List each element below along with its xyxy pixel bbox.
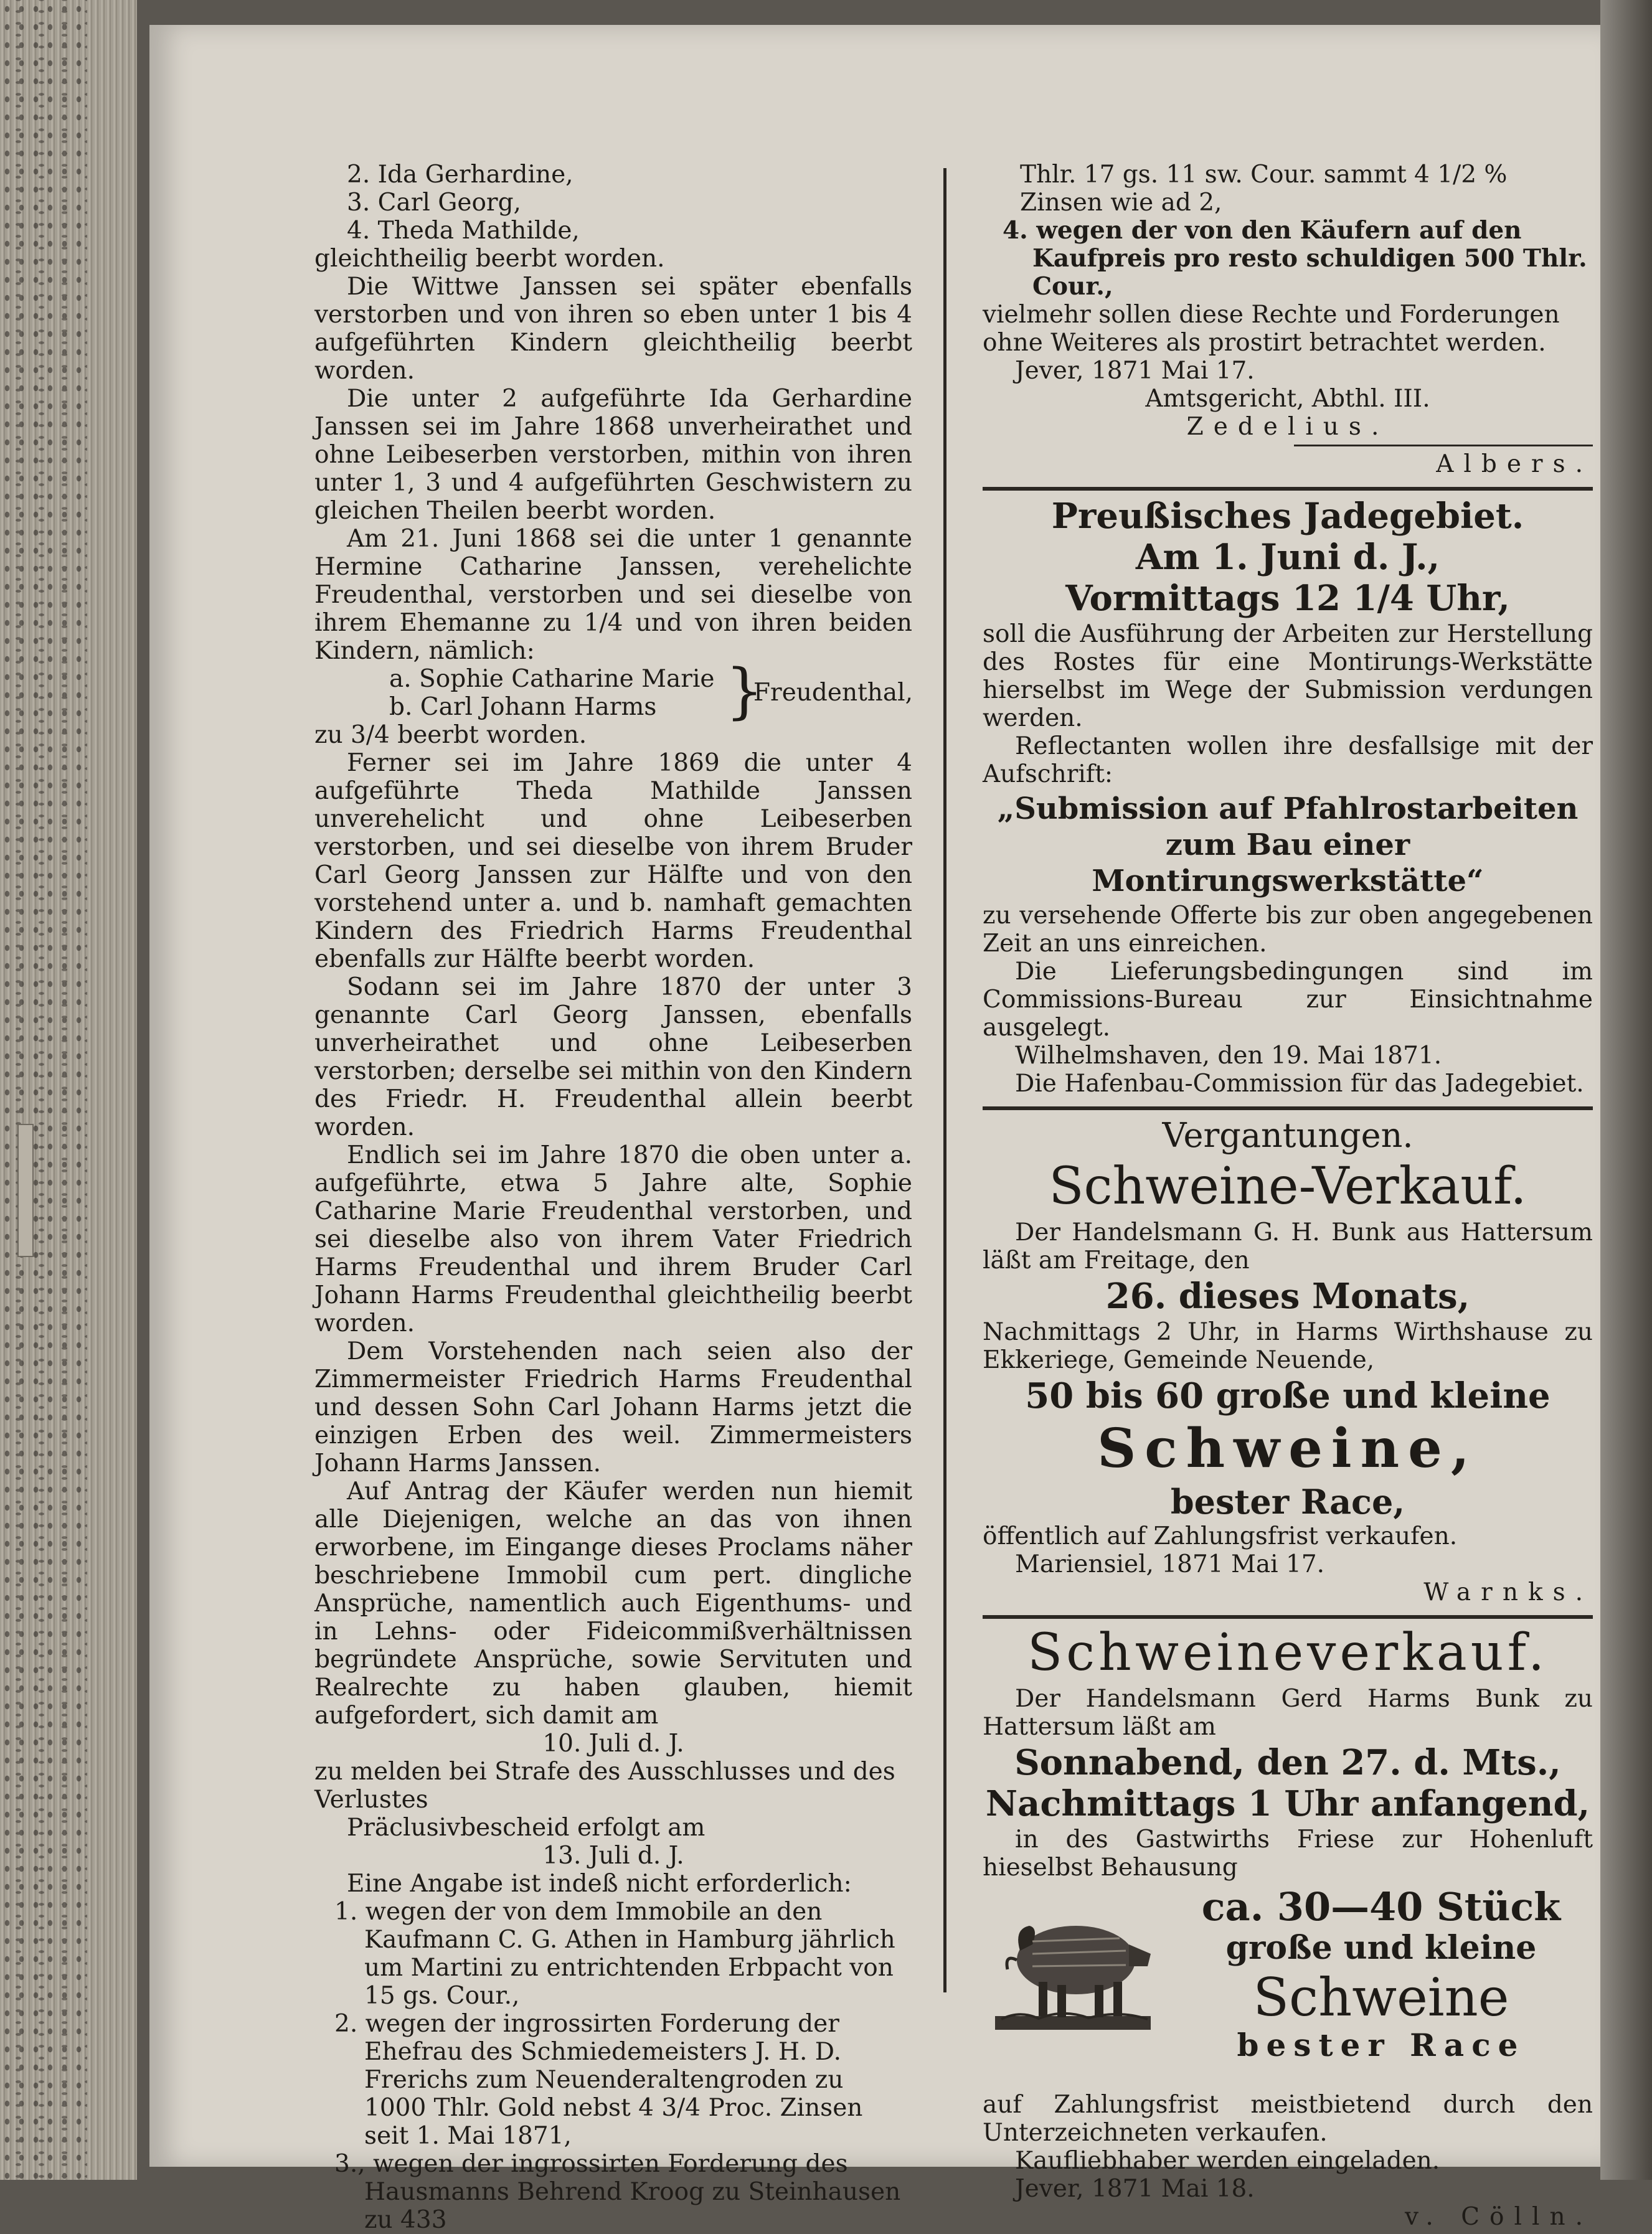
exception-item-1: 1. wegen der von dem Immobile an den Kaufmann C. G. Athen in Hamburg jährlich um Martini zu entrichtenden Erbpacht von 15 gs. Cour., xyxy=(334,1898,895,2010)
ad-place-date: Jever, 1871 Mai 18. xyxy=(1015,2175,1255,2203)
continuation: Thlr. 17 gs. 11 sw. Cour. sammt 4 1/2 % Zinsen wie ad 2, xyxy=(1020,161,1508,217)
page-shadow xyxy=(1600,0,1652,2180)
divider xyxy=(983,1615,1593,1619)
court-place-date: Jever, 1871 Mai 17. xyxy=(1015,357,1255,385)
pig-block-text xyxy=(1169,1885,1593,2063)
ad-race: bester Race, xyxy=(1170,1482,1405,1522)
judge-signature: Zedelius. xyxy=(1186,413,1389,441)
column-divider xyxy=(943,168,946,1992)
ad-body: Reflectanten wollen ihre desfallsige mit der Aufschrift: xyxy=(983,732,1593,788)
paragraph: Die Wittwe Janssen sei später ebenfalls verstorben und von ihren so eben unter 1 bis 4 aufgeführten Kindern gleichtheilig beerbt worden. xyxy=(314,273,912,385)
paragraph: Ferner sei im Jahre 1869 die unter 4 aufgeführte Theda Mathilde Janssen unverehelicht und ohne Leibeserben verstorben, und sei dieselbe von ihrem Bruder Carl Georg Janssen zur Hälfte und von den vorstehend unter a. und b. namhaft gemachten Kindern des Friedrich Harms Freudenthal ebenfalls zur Hälfte beerbt worden. xyxy=(314,749,912,973)
preclusion-date: 13. Juli d. J. xyxy=(542,1842,684,1870)
ad-title: Schweineverkauf. xyxy=(1027,1623,1549,1682)
ad-body: Die Lieferungsbedingungen sind im Commissions-Bureau zur Einsichtnahme ausgelegt. xyxy=(983,958,1593,1042)
ad-body: öffentlich auf Zahlungsfrist verkaufen. xyxy=(983,1522,1458,1550)
exception-item-4: 4. wegen der von den Käufern auf den Kaufpreis pro resto schuldigen 500 Thlr. Cour., xyxy=(1003,216,1587,301)
pig-block xyxy=(983,1885,1593,2091)
court-name: Amtsgericht, Abthl. III. xyxy=(1145,385,1430,413)
ad-date: Am 1. Juni d. J., xyxy=(1135,537,1440,578)
ad-animals: Schweine xyxy=(1253,1967,1509,2028)
divider xyxy=(983,1106,1593,1110)
ad-title: Schweine-Verkauf. xyxy=(1049,1157,1527,1216)
deadline-date: 10. Juli d. J. xyxy=(542,1730,684,1758)
paragraph: Präclusivbescheid erfolgt am xyxy=(347,1814,706,1842)
exception-item-2: 2. wegen der ingrossirten Forderung der Ehefrau des Schmiedemeisters J. H. D. Frerichs zum Neuenderaltengroden zu 1000 Thlr. Gold nebst 4 3/4 Proc. Zinsen seit 1. Mai 1871, xyxy=(334,2010,863,2150)
ad-size: große und kleine xyxy=(1225,1929,1537,1967)
ad-race: bester Race xyxy=(1237,2027,1526,2063)
ad-body: Der Handelsmann G. H. Bunk aus Hattersum läßt am Freitage, den xyxy=(983,1218,1593,1275)
ad-body: auf Zahlungsfrist meistbietend durch den Unterzeichneten verkaufen. xyxy=(983,2091,1593,2147)
ad-quote: „Submission auf Pfahlrostarbeiten zum Bau einer Montirungswerkstätte“ xyxy=(997,791,1579,898)
continuation: vielmehr sollen diese Rechte und Forderungen ohne Weiteres als prostirt betrachtet werden. xyxy=(983,301,1560,357)
section-heading: Vergantungen. xyxy=(1162,1116,1414,1155)
ad-body: Nachmittags 2 Uhr, in Harms Wirthshause zu Ekkeriege, Gemeinde Neuende, xyxy=(983,1318,1593,1374)
paragraph: Eine Angabe ist indeß nicht erforderlich: xyxy=(347,1870,852,1898)
ad-signature: v. Cölln. xyxy=(1405,2203,1593,2231)
divider xyxy=(1294,445,1593,446)
paragraph: zu melden bei Strafe des Ausschlusses und des Verlustes xyxy=(314,1758,895,1814)
ad-time: Vormittags 12 1/4 Uhr, xyxy=(1065,578,1510,619)
ad-time: Nachmittags 1 Uhr anfangend, xyxy=(985,1783,1590,1824)
ad-title: Preußisches Jadegebiet. xyxy=(1051,496,1524,537)
ad-body: soll die Ausführung der Arbeiten zur Herstellung des Rostes für eine Montirungs-Werkstätte hierselbst im Wege der Submission verdungen werden. xyxy=(983,620,1593,732)
ad-count: 50 bis 60 große und kleine xyxy=(1025,1375,1551,1416)
ad-signature: Warnks. xyxy=(1423,1578,1593,1606)
ad-body: Kaufliebhaber werden eingeladen. xyxy=(1015,2147,1440,2175)
ad-animals: Schweine, xyxy=(1097,1417,1478,1480)
ad-body: zu versehende Offerte bis zur oben angegebenen Zeit an uns einreichen. xyxy=(983,902,1593,958)
paragraph: Am 21. Juni 1868 sei die unter 1 genannte Hermine Catharine Janssen, verehelichte Freudenthal, verstorben und sei dieselbe von ihrem Ehemanne zu 1/4 und von ihren beiden Kindern, nämlich: xyxy=(314,525,912,665)
children-tail: zu 3/4 beerbt worden. xyxy=(314,721,587,749)
left-column xyxy=(314,161,912,2234)
ad-date: 26. dieses Monats, xyxy=(1105,1276,1470,1317)
page-tab-marker xyxy=(17,1124,34,1257)
ad-place-date: Wilhelmshaven, den 19. Mai 1871. xyxy=(1015,1042,1442,1070)
children-list xyxy=(314,656,913,726)
ad-signature: Die Hafenbau-Commission für das Jadegebiet. xyxy=(1015,1070,1584,1098)
divider xyxy=(983,487,1593,491)
pig-illustration-icon xyxy=(995,1892,1157,2035)
paragraph: Endlich sei im Jahre 1870 die oben unter a. aufgeführte, etwa 5 Jahre alte, Sophie Catharine Marie Freudenthal verstorben, und sei dieselbe also von ihrem Vater Friedrich Harms Freudenthal und ihrem Bruder Carl Johann Harms Freudenthal gleichtheilig beerbt worden. xyxy=(314,1141,912,1337)
paragraph: Sodann sei im Jahre 1870 der unter 3 genannte Carl Georg Janssen, ebenfalls unverheirathet und ohne Leibeserben verstorben; derselbe sei mithin von den Kindern des Friedr. H. Freudenthal allein beerbt worden. xyxy=(314,973,912,1141)
child-a: a. Sophie Catharine Marie xyxy=(389,665,715,693)
paragraph: Die unter 2 aufgeführte Ida Gerhardine Janssen sei im Jahre 1868 unverheirathet und ohne Leibeserben verstorben, mithin von ihren unter 1, 3 und 4 aufgeführten Geschwistern zu gleichen Theilen beerbt worden. xyxy=(314,385,912,525)
book-cover-edge xyxy=(0,0,87,2180)
heir-2: 2. Ida Gerhardine, xyxy=(347,161,573,189)
heirs-tail: gleichtheilig beerbt worden. xyxy=(314,245,665,273)
ad-body: in des Gastwirths Friese zur Hohenluft hieselbst Behausung xyxy=(983,1826,1593,1882)
clerk-signature: Albers. xyxy=(1436,450,1593,478)
brace-icon: } xyxy=(725,656,764,726)
paragraph: Auf Antrag der Käufer werden nun hiemit alle Diejenigen, welche an das von ihnen erworbene, im Eingange dieses Proclams näher beschriebene Immobil cum pert. dingliche Ansprüche, namentlich auch Eigenthums- und in Lehns- oder Fideicommißverhältnissen begründete Ansprüche, sowie Servituten und Realrechte zu haben glauben, hiemit aufgefordert, sich damit am xyxy=(314,1478,912,1730)
heir-3: 3. Carl Georg, xyxy=(347,189,521,217)
exception-item-3: 3., wegen der ingrossirten Forderung des Hausmanns Behrend Kroog zu Steinhausen zu 433 xyxy=(334,2150,901,2234)
ad-place-date: Mariensiel, 1871 Mai 17. xyxy=(1015,1550,1325,1578)
ad-count: ca. 30—40 Stück xyxy=(1201,1884,1561,1930)
ad-date: Sonnabend, den 27. d. Mts., xyxy=(1014,1742,1561,1783)
children-surname: Freudenthal, xyxy=(753,679,913,707)
child-b: b. Carl Johann Harms xyxy=(389,693,657,721)
paragraph: Dem Vorstehenden nach seien also der Zimmermeister Friedrich Harms Freudenthal und dessen Sohn Carl Johann Harms jetzt die einzigen Erben des weil. Zimmermeisters Johann Harms Janssen. xyxy=(314,1337,912,1478)
right-column xyxy=(983,161,1593,2231)
heir-4: 4. Theda Mathilde, xyxy=(347,217,580,245)
ad-body: Der Handelsmann Gerd Harms Bunk zu Hattersum läßt am xyxy=(983,1685,1593,1741)
